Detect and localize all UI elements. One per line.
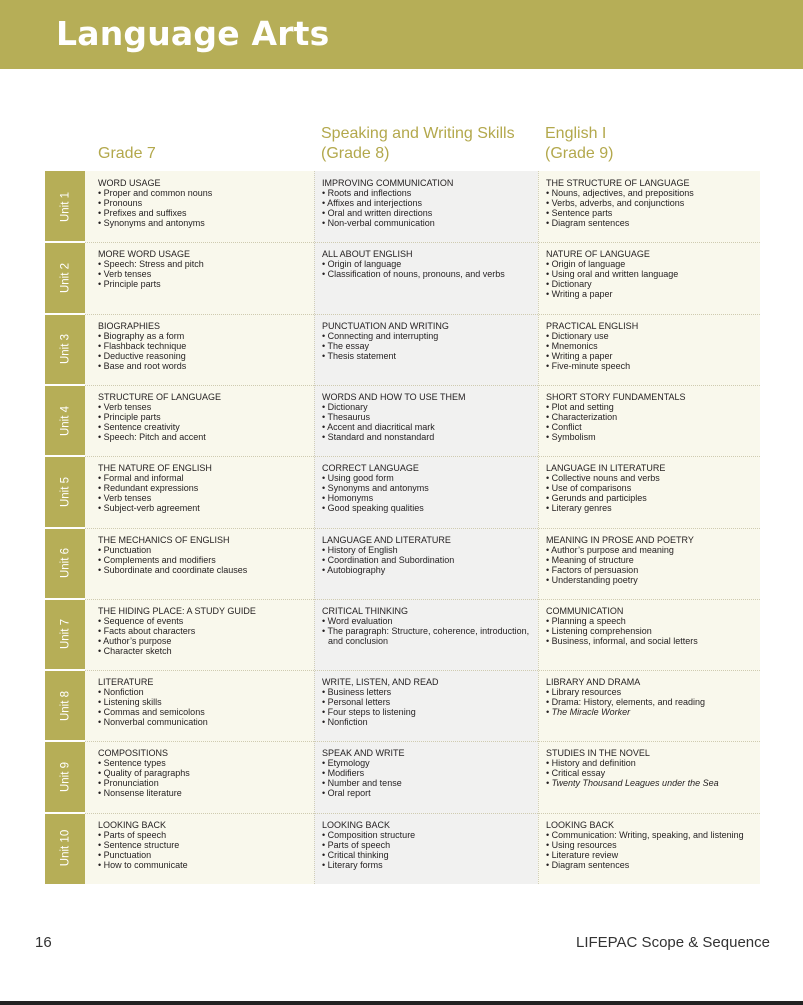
row-divider bbox=[85, 599, 760, 600]
lesson-title: MORE WORD USAGE bbox=[98, 249, 191, 259]
lesson-title: WORD USAGE bbox=[98, 178, 161, 188]
topic-item: • Synonyms and antonyms bbox=[98, 218, 310, 228]
topic-item: • Literary forms bbox=[322, 860, 534, 870]
topic-list bbox=[322, 687, 534, 727]
lesson-cell bbox=[98, 321, 310, 371]
topic-item: • Use of comparisons bbox=[546, 483, 758, 493]
lesson-title: NATURE OF LANGUAGE bbox=[546, 249, 650, 259]
topic-item: • Principle parts bbox=[98, 412, 310, 422]
topic-item: • Base and root words bbox=[98, 361, 310, 371]
topic-list bbox=[98, 687, 310, 727]
lesson-title: THE STRUCTURE OF LANGUAGE bbox=[546, 178, 690, 188]
topic-list bbox=[98, 402, 310, 442]
lesson-cell bbox=[322, 463, 534, 513]
topic-list bbox=[98, 545, 310, 575]
topic-item: • Using resources bbox=[546, 840, 758, 850]
topic-item: • Planning a speech bbox=[546, 616, 758, 626]
topic-list bbox=[322, 545, 534, 575]
topic-item: • Business, informal, and social letters bbox=[546, 636, 758, 646]
topic-item: • Affixes and interjections bbox=[322, 198, 534, 208]
lesson-cell bbox=[98, 820, 310, 870]
topic-item: • Formal and informal bbox=[98, 473, 310, 483]
topic-item: • Nouns, adjectives, and prepositions bbox=[546, 188, 758, 198]
topic-item: • Complements and modifiers bbox=[98, 555, 310, 565]
lesson-cell bbox=[322, 820, 534, 870]
topic-item: • Nonsense literature bbox=[98, 788, 310, 798]
topic-item: • Diagram sentences bbox=[546, 218, 758, 228]
topic-list bbox=[546, 188, 758, 228]
topic-item: • Speech: Pitch and accent bbox=[98, 432, 310, 442]
topic-item: • Sentence parts bbox=[546, 208, 758, 218]
topic-item: • Thesis statement bbox=[322, 351, 534, 361]
column-heading-grade-7 bbox=[98, 144, 156, 164]
row-divider bbox=[85, 670, 760, 671]
lesson-cell bbox=[546, 249, 758, 299]
lesson-cell bbox=[98, 392, 310, 442]
topic-item: • Verb tenses bbox=[98, 402, 310, 412]
topic-list bbox=[322, 758, 534, 798]
topic-list bbox=[546, 259, 758, 299]
lesson-cell bbox=[322, 249, 534, 279]
topic-item: • Personal letters bbox=[322, 697, 534, 707]
lesson-cell bbox=[98, 748, 310, 798]
topic-item: • Parts of speech bbox=[322, 840, 534, 850]
topic-item: • Sentence types bbox=[98, 758, 310, 768]
lesson-cell bbox=[322, 606, 534, 646]
unit-label: Unit 7 bbox=[59, 618, 71, 650]
topic-item: • Critical essay bbox=[546, 768, 758, 778]
topic-item: • Prefixes and suffixes bbox=[98, 208, 310, 218]
page-number: 16 bbox=[35, 934, 52, 951]
topic-item: • Nonfiction bbox=[322, 717, 534, 727]
topic-item: • Writing a paper bbox=[546, 289, 758, 299]
topic-item: • Understanding poetry bbox=[546, 575, 758, 585]
topic-list bbox=[98, 758, 310, 798]
topic-item: • Conflict bbox=[546, 422, 758, 432]
topic-item: • Facts about characters bbox=[98, 626, 310, 636]
lesson-cell bbox=[98, 463, 310, 513]
topic-item: • Communication: Writing, speaking, and listening bbox=[546, 830, 758, 840]
lesson-title: LANGUAGE AND LITERATURE bbox=[322, 535, 451, 545]
lesson-title: LOOKING BACK bbox=[98, 820, 167, 830]
row-divider bbox=[85, 314, 760, 315]
topic-item: • Pronouns bbox=[98, 198, 310, 208]
column-heading-grade-8 bbox=[321, 124, 515, 164]
topic-item: • Character sketch bbox=[98, 646, 310, 656]
topic-item: • Gerunds and participles bbox=[546, 493, 758, 503]
topic-item: • Dictionary bbox=[322, 402, 534, 412]
topic-list bbox=[98, 616, 310, 656]
topic-item: • Modifiers bbox=[322, 768, 534, 778]
unit-label: Unit 5 bbox=[59, 476, 71, 508]
topic-list bbox=[546, 758, 758, 788]
topic-item: • Classification of nouns, pronouns, and verbs bbox=[322, 269, 534, 279]
topic-item: • Meaning of structure bbox=[546, 555, 758, 565]
lesson-title: LOOKING BACK bbox=[322, 820, 391, 830]
topic-item: • Good speaking qualities bbox=[322, 503, 534, 513]
topic-item: • Symbolism bbox=[546, 432, 758, 442]
topic-list bbox=[98, 473, 310, 513]
lesson-cell bbox=[322, 748, 534, 798]
lesson-cell bbox=[98, 249, 310, 289]
topic-item: • Characterization bbox=[546, 412, 758, 422]
publication-name: LIFEPAC Scope & Sequence bbox=[575, 934, 770, 951]
topic-item: • Commas and semicolons bbox=[98, 707, 310, 717]
topic-list bbox=[322, 259, 534, 279]
topic-item: • Nonfiction bbox=[98, 687, 310, 697]
topic-item: • Sequence of events bbox=[98, 616, 310, 626]
column-heading-grade-9 bbox=[545, 124, 613, 164]
topic-item: • Composition structure bbox=[322, 830, 534, 840]
lesson-cell bbox=[546, 321, 758, 371]
topic-item: • Library resources bbox=[546, 687, 758, 697]
row-divider bbox=[85, 242, 760, 243]
column-heading-line: Speaking and Writing Skills bbox=[321, 125, 515, 142]
topic-item: • Mnemonics bbox=[546, 341, 758, 351]
lesson-title: WRITE, LISTEN, AND READ bbox=[322, 677, 439, 687]
column-heading-line: (Grade 8) bbox=[321, 145, 390, 162]
lesson-cell bbox=[546, 463, 758, 513]
lesson-title: STRUCTURE OF LANGUAGE bbox=[98, 392, 222, 402]
topic-item: • Deductive reasoning bbox=[98, 351, 310, 361]
row-divider bbox=[85, 741, 760, 742]
unit-label: Unit 10 bbox=[59, 829, 71, 867]
topic-item: • Flashback technique bbox=[98, 341, 310, 351]
topic-item: • Verb tenses bbox=[98, 269, 310, 279]
lesson-title: SPEAK AND WRITE bbox=[322, 748, 405, 758]
topic-list bbox=[322, 188, 534, 228]
topic-item: • Nonverbal communication bbox=[98, 717, 310, 727]
lesson-title: SHORT STORY FUNDAMENTALS bbox=[546, 392, 686, 402]
unit-label: Unit 3 bbox=[59, 333, 71, 365]
topic-item: • Oral report bbox=[322, 788, 534, 798]
topic-list bbox=[98, 331, 310, 371]
lesson-cell bbox=[546, 606, 758, 646]
lesson-title: LITERATURE bbox=[98, 677, 154, 687]
topic-item: • Pronunciation bbox=[98, 778, 310, 788]
topic-item: • Collective nouns and verbs bbox=[546, 473, 758, 483]
unit-label: Unit 2 bbox=[59, 262, 71, 294]
topic-list bbox=[322, 331, 534, 361]
lesson-title: PUNCTUATION AND WRITING bbox=[322, 321, 449, 331]
topic-item: • Literary genres bbox=[546, 503, 758, 513]
title-banner bbox=[0, 0, 803, 69]
lesson-title: THE NATURE OF ENGLISH bbox=[98, 463, 212, 473]
topic-item: • Principle parts bbox=[98, 279, 310, 289]
topic-item: • Speech: Stress and pitch bbox=[98, 259, 310, 269]
lesson-title: THE MECHANICS OF ENGLISH bbox=[98, 535, 230, 545]
topic-item: • Oral and written directions bbox=[322, 208, 534, 218]
topic-item: • Thesaurus bbox=[322, 412, 534, 422]
topic-item: • Non-verbal communication bbox=[322, 218, 534, 228]
column-heading-line: English I bbox=[545, 125, 607, 142]
topic-item: • Quality of paragraphs bbox=[98, 768, 310, 778]
lesson-title: IMPROVING COMMUNICATION bbox=[322, 178, 454, 188]
lesson-cell bbox=[546, 535, 758, 585]
topic-item: • Biography as a form bbox=[98, 331, 310, 341]
lesson-cell bbox=[322, 677, 534, 727]
unit-label: Unit 1 bbox=[59, 191, 71, 223]
unit-label: Unit 9 bbox=[59, 761, 71, 793]
topic-list bbox=[546, 687, 758, 717]
topic-item: • History of English bbox=[322, 545, 534, 555]
lesson-title: THE HIDING PLACE: A STUDY GUIDE bbox=[98, 606, 256, 616]
topic-item: • Redundant expressions bbox=[98, 483, 310, 493]
topic-item: • The Miracle Worker bbox=[546, 707, 758, 717]
topic-item: • Critical thinking bbox=[322, 850, 534, 860]
lesson-title: LOOKING BACK bbox=[546, 820, 615, 830]
topic-item: • Number and tense bbox=[322, 778, 534, 788]
topic-list bbox=[546, 616, 758, 646]
lesson-title: STUDIES IN THE NOVEL bbox=[546, 748, 650, 758]
lesson-title: LANGUAGE IN LITERATURE bbox=[546, 463, 666, 473]
topic-item: • How to communicate bbox=[98, 860, 310, 870]
topic-list bbox=[546, 331, 758, 371]
lesson-title: ALL ABOUT ENGLISH bbox=[322, 249, 413, 259]
lesson-title: BIOGRAPHIES bbox=[98, 321, 161, 331]
topic-item: • Proper and common nouns bbox=[98, 188, 310, 198]
topic-item: • Etymology bbox=[322, 758, 534, 768]
topic-item: • Using good form bbox=[322, 473, 534, 483]
lesson-cell bbox=[322, 535, 534, 575]
lesson-cell bbox=[546, 178, 758, 228]
topic-list bbox=[546, 830, 758, 870]
topic-item: • Subordinate and coordinate clauses bbox=[98, 565, 310, 575]
topic-item: • Twenty Thousand Leagues under the Sea bbox=[546, 778, 758, 788]
lesson-cell bbox=[546, 677, 758, 717]
topic-list bbox=[98, 259, 310, 289]
topic-list bbox=[322, 402, 534, 442]
topic-item: • The essay bbox=[322, 341, 534, 351]
lesson-cell bbox=[322, 321, 534, 361]
topic-item: • Origin of language bbox=[546, 259, 758, 269]
topic-item: • Business letters bbox=[322, 687, 534, 697]
row-divider bbox=[85, 813, 760, 814]
lesson-cell bbox=[98, 677, 310, 727]
topic-list bbox=[98, 188, 310, 228]
lesson-title: MEANING IN PROSE AND POETRY bbox=[546, 535, 694, 545]
unit-label: Unit 8 bbox=[59, 690, 71, 722]
column-heading-line: Grade 7 bbox=[98, 145, 156, 162]
topic-item: • Accent and diacritical mark bbox=[322, 422, 534, 432]
lesson-title: COMPOSITIONS bbox=[98, 748, 169, 758]
lesson-cell bbox=[322, 178, 534, 228]
topic-item: • Origin of language bbox=[322, 259, 534, 269]
topic-item: • Writing a paper bbox=[546, 351, 758, 361]
topic-list bbox=[546, 545, 758, 585]
topic-item: • Listening skills bbox=[98, 697, 310, 707]
topic-list bbox=[546, 473, 758, 513]
topic-item: • Connecting and interrupting bbox=[322, 331, 534, 341]
topic-item: • Listening comprehension bbox=[546, 626, 758, 636]
row-divider bbox=[85, 385, 760, 386]
topic-item: • Roots and inflections bbox=[322, 188, 534, 198]
topic-item: • The paragraph: Structure, coherence, introduction, and conclusion bbox=[322, 626, 534, 646]
topic-item: • Dictionary use bbox=[546, 331, 758, 341]
topic-item: • Dictionary bbox=[546, 279, 758, 289]
lesson-cell bbox=[546, 392, 758, 442]
topic-item: • Punctuation bbox=[98, 545, 310, 555]
topic-item: • Factors of persuasion bbox=[546, 565, 758, 575]
topic-item: • Word evaluation bbox=[322, 616, 534, 626]
topic-list bbox=[322, 473, 534, 513]
topic-list bbox=[322, 616, 534, 646]
lesson-title: LIBRARY AND DRAMA bbox=[546, 677, 641, 687]
topic-item: • Five-minute speech bbox=[546, 361, 758, 371]
lesson-cell bbox=[98, 178, 310, 228]
lesson-cell bbox=[546, 748, 758, 788]
topic-item: • Parts of speech bbox=[98, 830, 310, 840]
topic-list bbox=[546, 402, 758, 442]
topic-item: • Verbs, adverbs, and conjunctions bbox=[546, 198, 758, 208]
lesson-title: PRACTICAL ENGLISH bbox=[546, 321, 639, 331]
lesson-title: WORDS AND HOW TO USE THEM bbox=[322, 392, 466, 402]
topic-item: • Subject-verb agreement bbox=[98, 503, 310, 513]
lesson-cell bbox=[546, 820, 758, 870]
lesson-cell bbox=[98, 535, 310, 575]
topic-item: • Homonyms bbox=[322, 493, 534, 503]
topic-item: • Punctuation bbox=[98, 850, 310, 860]
topic-item: • Sentence creativity bbox=[98, 422, 310, 432]
topic-item: • Diagram sentences bbox=[546, 860, 758, 870]
topic-item: • Coordination and Subordination bbox=[322, 555, 534, 565]
topic-item: • Plot and setting bbox=[546, 402, 758, 412]
topic-item: • Drama: History, elements, and reading bbox=[546, 697, 758, 707]
topic-item: • Autobiography bbox=[322, 565, 534, 575]
topic-item: • Literature review bbox=[546, 850, 758, 860]
lesson-title: COMMUNICATION bbox=[546, 606, 624, 616]
topic-item: • Author’s purpose and meaning bbox=[546, 545, 758, 555]
topic-list bbox=[322, 830, 534, 870]
topic-list bbox=[98, 830, 310, 870]
row-divider bbox=[85, 456, 760, 457]
unit-label: Unit 4 bbox=[59, 405, 71, 437]
topic-item: • Author’s purpose bbox=[98, 636, 310, 646]
topic-item: • Sentence structure bbox=[98, 840, 310, 850]
bottom-rule bbox=[0, 1001, 803, 1005]
lesson-cell bbox=[322, 392, 534, 442]
lesson-cell bbox=[98, 606, 310, 656]
lesson-title: CORRECT LANGUAGE bbox=[322, 463, 419, 473]
topic-item: • Verb tenses bbox=[98, 493, 310, 503]
unit-label: Unit 6 bbox=[59, 547, 71, 579]
topic-item: • History and definition bbox=[546, 758, 758, 768]
topic-item: • Four steps to listening bbox=[322, 707, 534, 717]
topic-item: • Synonyms and antonyms bbox=[322, 483, 534, 493]
row-divider bbox=[85, 528, 760, 529]
page-title: Language Arts bbox=[56, 14, 330, 53]
topic-item: • Standard and nonstandard bbox=[322, 432, 534, 442]
lesson-title: CRITICAL THINKING bbox=[322, 606, 409, 616]
topic-item: • Using oral and written language bbox=[546, 269, 758, 279]
column-heading-line: (Grade 9) bbox=[545, 145, 614, 162]
